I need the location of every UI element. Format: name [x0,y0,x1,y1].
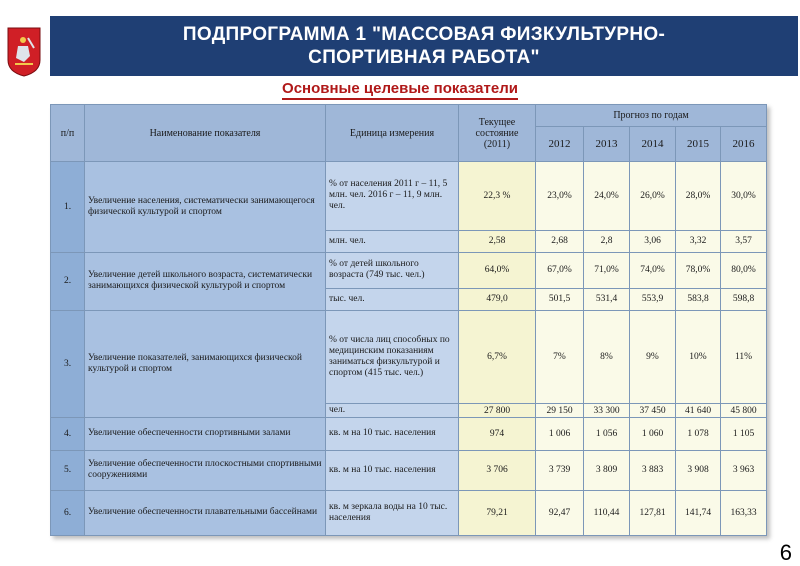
indicator-unit: % от числа лиц способных по медицинским показаниям заниматься физкультурой и спортом (415 тыс. чел.) [326,310,459,403]
row-number: 1. [51,162,85,252]
indicator-unit: млн. чел. [326,230,459,252]
indicator-unit: % от детей школьного возраста (749 тыс. чел.) [326,252,459,288]
indicator-name: Увеличение детей школьного возраста, систематически занимающихся физической культурой и спортом [85,252,326,310]
table-row [51,162,767,230]
indicator-unit: кв. м на 10 тыс. населения [326,418,459,450]
forecast-value: 3 963 [721,450,767,490]
table-row [51,310,767,403]
header-year: 2014 [630,127,676,162]
forecast-value: 3 883 [630,450,676,490]
row-number: 6. [51,490,85,535]
forecast-value: 23,0% [536,162,584,230]
indicator-name: Увеличение населения, систематически занимающегося физической культурой и спортом [85,162,326,252]
forecast-value: 78,0% [676,252,721,288]
current-value: 6,7% [459,310,536,403]
row-number: 5. [51,450,85,490]
forecast-value: 33 300 [584,404,630,418]
forecast-value: 3,32 [676,230,721,252]
forecast-value: 8% [584,310,630,403]
slide-subtitle-container [0,80,800,98]
current-value: 3 706 [459,450,536,490]
forecast-value: 9% [630,310,676,403]
forecast-value: 11% [721,310,767,403]
forecast-value: 1 105 [721,418,767,450]
forecast-value: 1 056 [584,418,630,450]
forecast-value: 7% [536,310,584,403]
forecast-value: 583,8 [676,288,721,310]
header-name: Наименование показателя [85,105,326,162]
forecast-value: 553,9 [630,288,676,310]
forecast-value: 3,06 [630,230,676,252]
forecast-value: 28,0% [676,162,721,230]
forecast-value: 1 078 [676,418,721,450]
header-year: 2013 [584,127,630,162]
forecast-value: 2,8 [584,230,630,252]
indicator-name: Увеличение обеспеченности спортивными залами [85,418,326,450]
forecast-value: 10% [676,310,721,403]
indicator-unit: % от населения 2011 г – 11, 5 млн. чел. 2016 г – 11, 9 млн. чел. [326,162,459,230]
slide-title-banner [50,16,798,76]
indicator-unit: тыс. чел. [326,288,459,310]
header-year: 2012 [536,127,584,162]
current-value: 79,21 [459,490,536,535]
table-row [51,490,767,535]
forecast-value: 37 450 [630,404,676,418]
table-row [51,418,767,450]
forecast-value: 74,0% [630,252,676,288]
forecast-value: 3 908 [676,450,721,490]
forecast-value: 92,47 [536,490,584,535]
forecast-value: 3 739 [536,450,584,490]
moscow-coat-of-arms-icon [6,26,42,78]
header-year: 2015 [676,127,721,162]
row-number: 4. [51,418,85,450]
header-forecast: Прогноз по годам [536,105,767,127]
forecast-value: 67,0% [536,252,584,288]
forecast-value: 2,68 [536,230,584,252]
forecast-value: 531,4 [584,288,630,310]
forecast-value: 163,33 [721,490,767,535]
current-value: 479,0 [459,288,536,310]
indicator-unit: кв. м на 10 тыс. населения [326,450,459,490]
target-indicators-table [50,104,767,536]
forecast-value: 1 006 [536,418,584,450]
slide-title-line-1: ПОДПРОГРАММА 1 "МАССОВАЯ ФИЗКУЛЬТУРНО- [182,24,666,45]
indicator-unit: чел. [326,404,459,418]
forecast-value: 45 800 [721,404,767,418]
forecast-value: 26,0% [630,162,676,230]
indicator-name: Увеличение обеспеченности плавательными бассейнами [85,490,326,535]
header-unit: Единица измерения [326,105,459,162]
slide-title-line-2: СПОРТИВНАЯ РАБОТА" [308,47,540,68]
indicator-unit: кв. м зеркала воды на 10 тыс. населения [326,490,459,535]
row-number: 2. [51,252,85,310]
current-value: 2,58 [459,230,536,252]
current-value: 64,0% [459,252,536,288]
forecast-value: 110,44 [584,490,630,535]
current-value: 27 800 [459,404,536,418]
forecast-value: 3,57 [721,230,767,252]
header-year: 2016 [721,127,767,162]
forecast-value: 598,8 [721,288,767,310]
forecast-value: 24,0% [584,162,630,230]
current-value: 22,3 % [459,162,536,230]
table-row [51,252,767,288]
page-number: 6 [779,540,792,565]
forecast-value: 71,0% [584,252,630,288]
slide-subtitle: Основные целевые показатели [282,80,518,100]
forecast-value: 1 060 [630,418,676,450]
table-row [51,450,767,490]
forecast-value: 29 150 [536,404,584,418]
forecast-value: 127,81 [630,490,676,535]
forecast-value: 3 809 [584,450,630,490]
forecast-value: 501,5 [536,288,584,310]
forecast-value: 141,74 [676,490,721,535]
forecast-value: 41 640 [676,404,721,418]
forecast-value: 80,0% [721,252,767,288]
forecast-value: 30,0% [721,162,767,230]
current-value: 974 [459,418,536,450]
indicator-name: Увеличение обеспеченности плоскостными спортивными сооружениями [85,450,326,490]
row-number: 3. [51,310,85,417]
header-current: Текущее состояние (2011) [459,105,536,162]
header-no: п/п [51,105,85,162]
indicator-name: Увеличение показателей, занимающихся физической культурой и спортом [85,310,326,417]
